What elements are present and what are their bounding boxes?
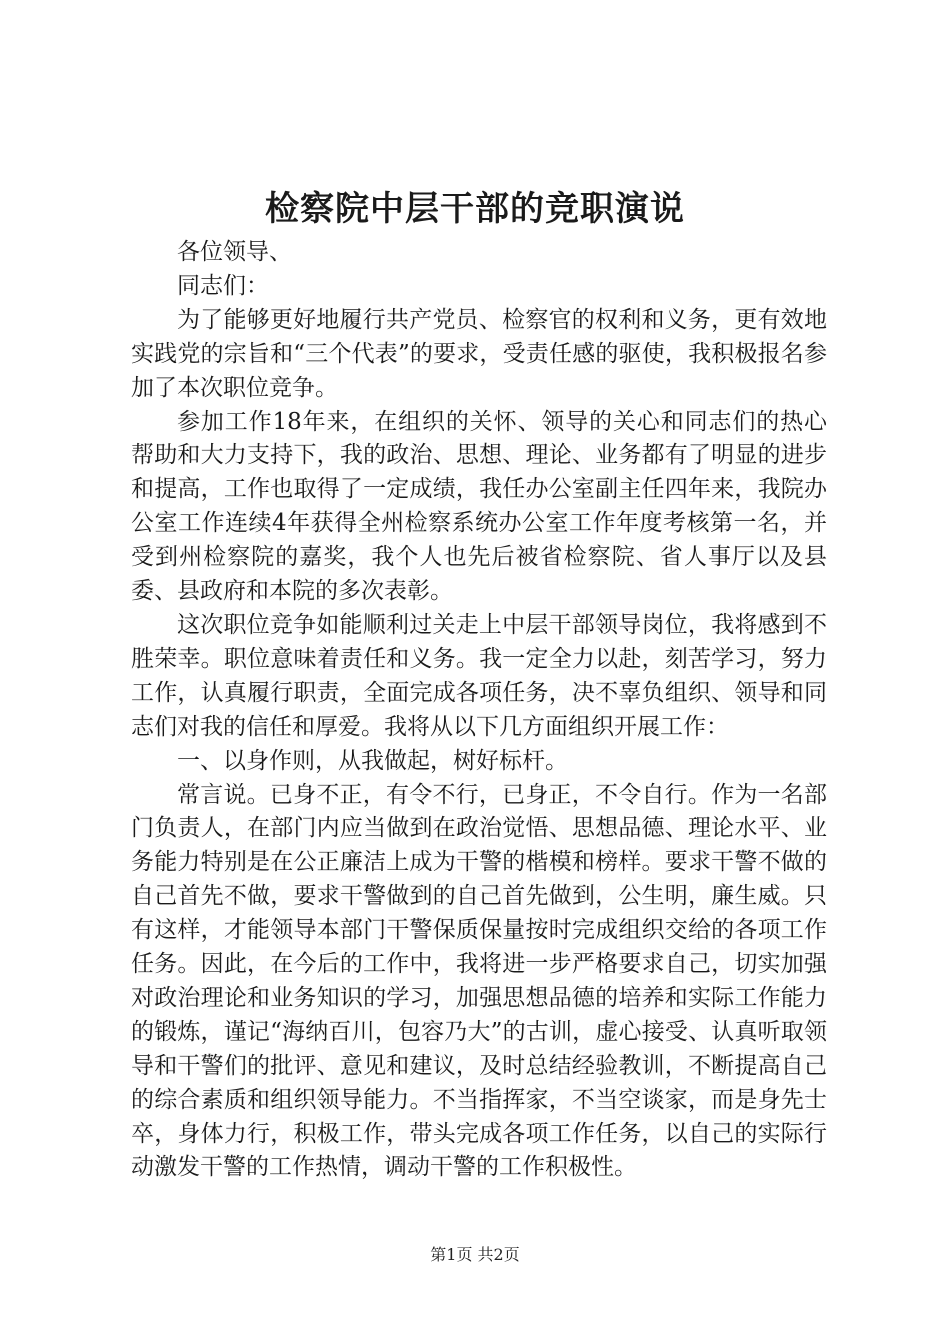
salutation-leaders: 各位领导、: [177, 239, 292, 265]
document-body: [131, 236, 827, 1185]
paragraph-lead-by-example: 常言说。已身不正，有令不行，已身正，不令自行。作为一名部门负责人，在部门内应当做到在政治觉悟、思想品德、理论水平、业务能力特别是在公正廉洁上成为干警的楷模和榜样。要求干警不做的自己首先不做，要求干警做到的自己首先做到，公生明，廉生威。只有这样，才能领导本部门干警保质保量按时完成组织交给的各项工作任务。因此，在今后的工作中，我将进一步严格要求自己，切实加强对政治理论和业务知识的学习，加强思想品德的培养和实际工作能力的锻炼，谨记“海纳百川，包容乃大”的古训，虚心接受、认真听取领导和干警们的批评、意见和建议，及时总结经验教训，不断提高自己的综合素质和组织领导能力。不当指挥家，不当空谈家，而是身先士卒，身体力行，积极工作，带头完成各项工作任务，以自己的实际行动激发干警的工作热情，调动干警的工作积极性。: [131, 781, 827, 1181]
document-title: 检察院中层干部的竞职演说: [265, 189, 685, 229]
paragraph-experience: 参加工作18年来，在组织的关怀、领导的关心和同志们的热心帮助和大力支持下，我的政治、思想、理论、业务都有了明显的进步和提高，工作也取得了一定成绩，我任办公室副主任四年来，我院办公室工作连续4年获得全州检察系统办公室工作年度考核第一名，并受到州检察院的嘉奖，我个人也先后被省检察院、省人事厅以及县委、县政府和本院的多次表彰。: [131, 408, 827, 605]
section-heading-1: 一、以身作则，从我做起，树好标杆。: [177, 747, 568, 774]
paragraph-motivation: 为了能够更好地履行共产党员、检察官的权利和义务，更有效地实践党的宗旨和“三个代表”的要求，受责任感的驱使，我积极报名参加了本次职位竞争。: [131, 306, 827, 401]
salutation-comrades: 同志们：: [177, 272, 269, 299]
paragraph-commitment: 这次职位竞争如能顺利过关走上中层干部领导岗位，我将感到不胜荣幸。职位意味着责任和义务。我一定全力以赴，刻苦学习，努力工作，认真履行职责，全面完成各项任务，决不辜负组织、领导和同志们对我的信任和厚爱。我将从以下几方面组织开展工作：: [131, 611, 827, 740]
page-number-footer: 第1页 共2页: [430, 1245, 520, 1264]
